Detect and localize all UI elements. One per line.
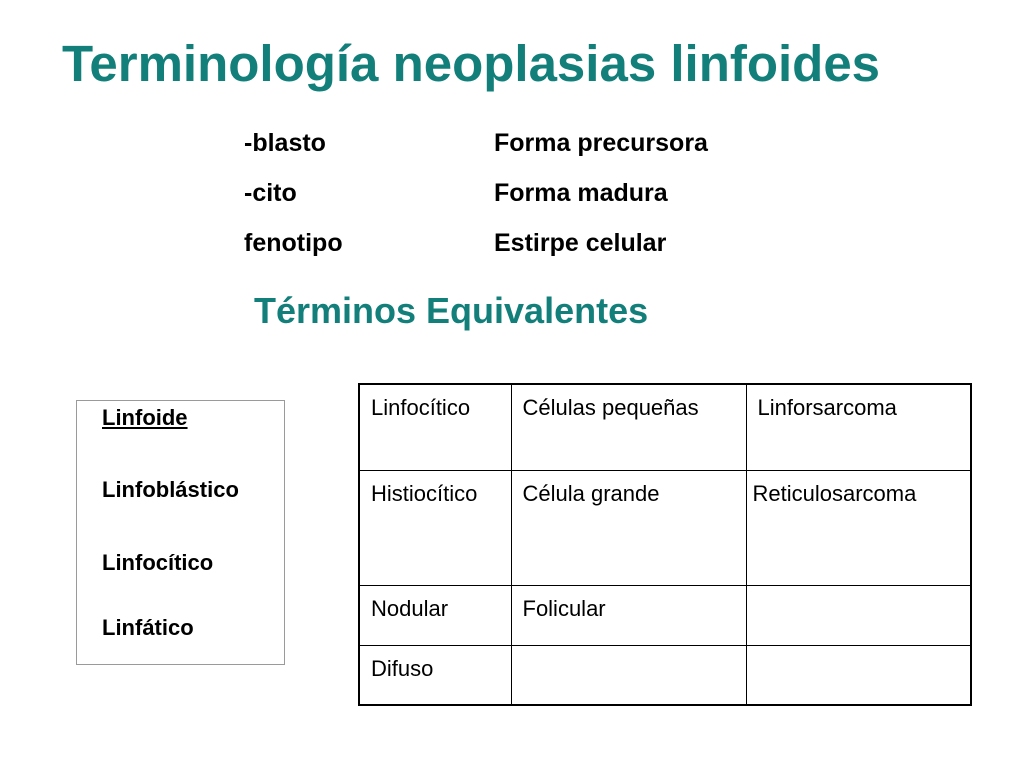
table-row (359, 384, 971, 470)
lymphoid-term: Linfático (102, 615, 194, 640)
suffix-definitions (244, 118, 708, 268)
suffix-term: fenotipo (244, 228, 343, 257)
table-cell: Folicular (511, 585, 746, 645)
suffix-meaning: Forma madura (494, 178, 668, 207)
table-cell (511, 645, 746, 705)
table-row (359, 470, 971, 585)
suffix-meaning: Forma precursora (494, 128, 708, 157)
table-cell: Linforsarcoma (746, 384, 971, 470)
suffix-row (244, 118, 708, 168)
table-cell: Nodular (359, 585, 511, 645)
table-row (359, 645, 971, 705)
table-cell: Linfocítico (359, 384, 511, 470)
slide-title: Terminología neoplasias linfoides (62, 35, 881, 92)
suffix-term: -blasto (244, 128, 326, 157)
suffix-row (244, 168, 708, 218)
table-cell: Difuso (359, 645, 511, 705)
section-subtitle: Términos Equivalentes (254, 290, 649, 331)
table-cell: Célula grande (511, 470, 746, 585)
lymphoid-term: Linfoblástico (102, 477, 239, 502)
table-cell (746, 585, 971, 645)
table-cell: Reticulosarcoma (746, 470, 971, 585)
table-cell (746, 645, 971, 705)
table-cell: Histiocítico (359, 470, 511, 585)
table-cell: Células pequeñas (511, 384, 746, 470)
table-row (359, 585, 971, 645)
suffix-row (244, 218, 708, 268)
lymphoid-term: Linfoide (102, 405, 188, 430)
lymphoid-term: Linfocítico (102, 550, 214, 575)
equivalent-terms-table (358, 383, 972, 706)
lymphoid-terms-box (76, 400, 285, 665)
suffix-term: -cito (244, 178, 297, 207)
suffix-meaning: Estirpe celular (494, 228, 667, 257)
